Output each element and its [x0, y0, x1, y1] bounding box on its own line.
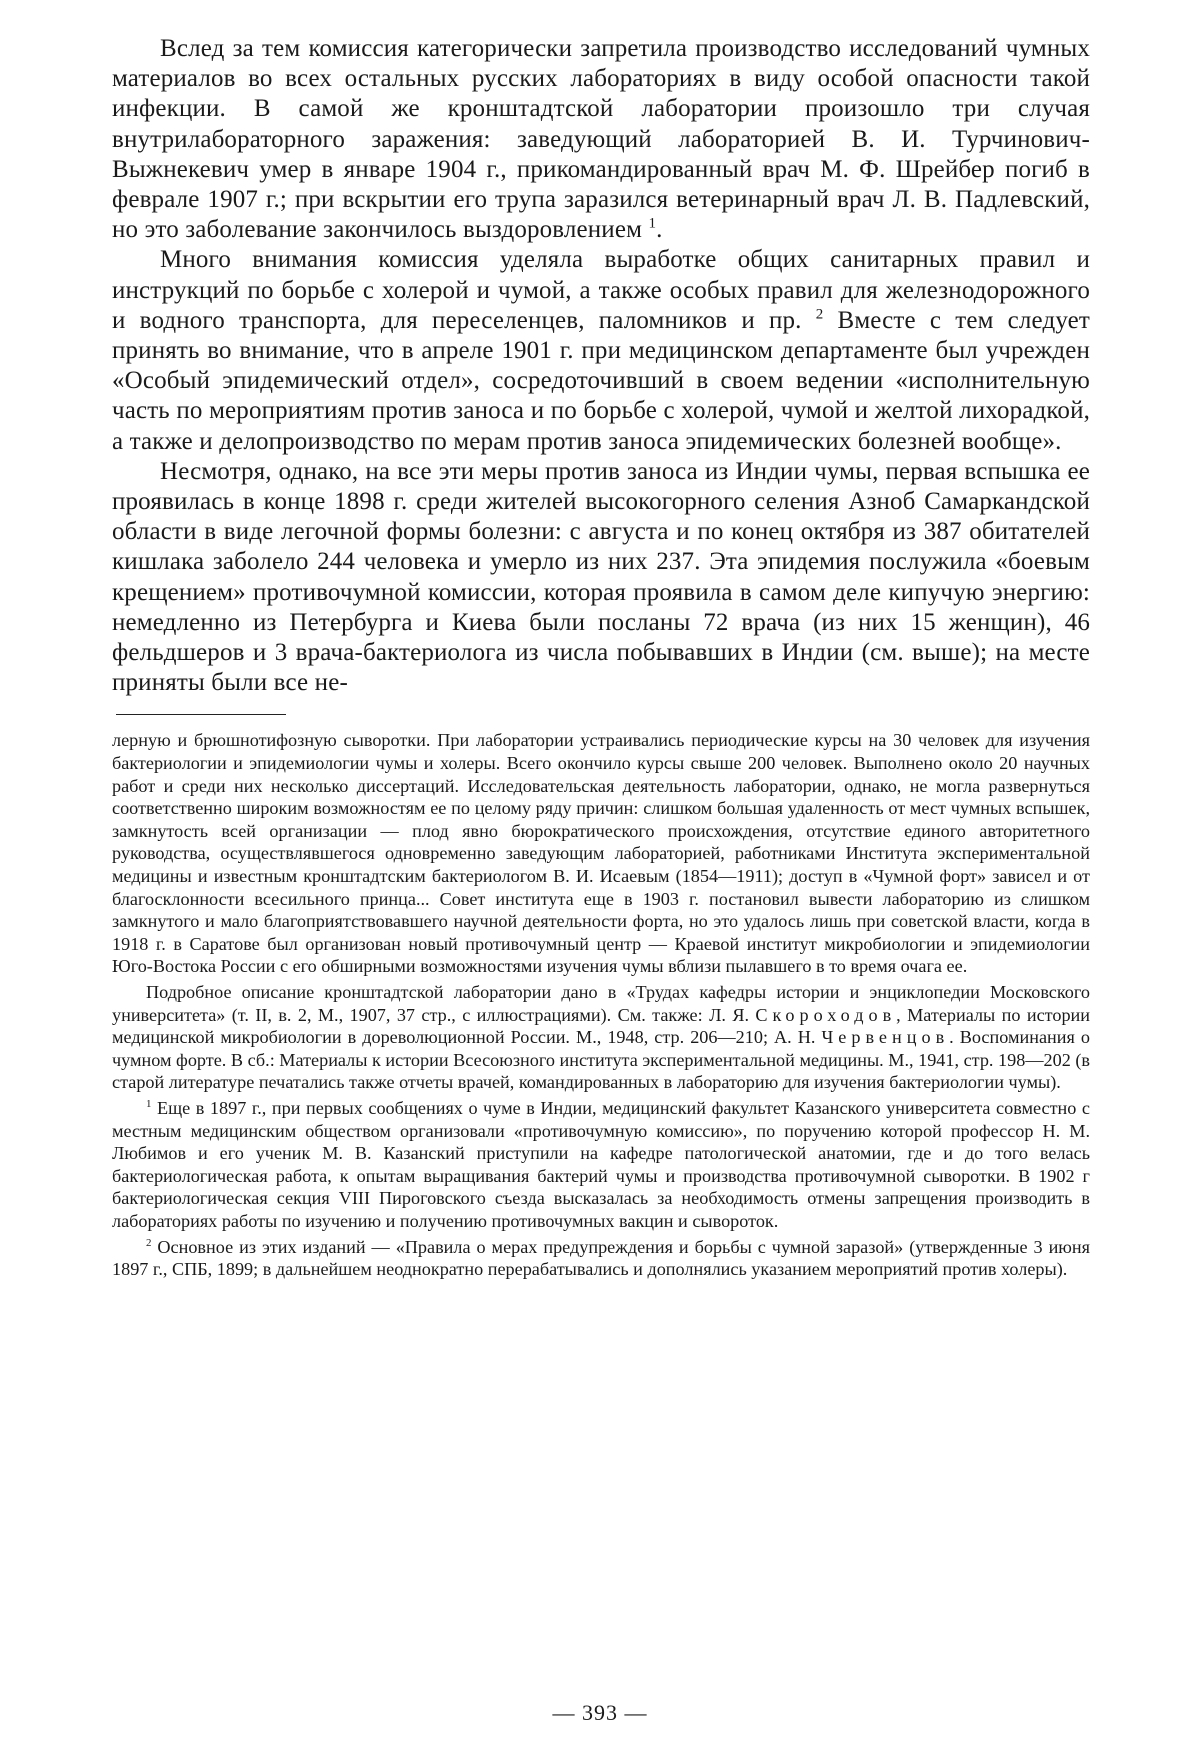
footnote-description	[112, 981, 1090, 1094]
footnote-2-text: Основное из этих изданий — «Правила о мерах предупреждения и борьбы с чумной заразой» (утвержденные 3 июня 1897 г., СПБ, 1899; в дальнейшем неоднократно перерабатывались и дополнялись указанием мероприятий против холеры).	[112, 1236, 1090, 1280]
footnote-description-c: . Воспоминания о чумном форте. В сб.: Материалы к истории Всесоюзного института экспериментальной медицины. М., 1941, стр. 198—202 (в старой литературе печатались также отчеты врачей, командированных в лабораторию для изучения бактериологии чумы).	[112, 1027, 1090, 1093]
footnote-divider	[116, 714, 286, 715]
page-number: — 393 —	[552, 1700, 648, 1725]
paragraph-1-end: .	[656, 216, 663, 244]
footnote-1	[112, 1097, 1090, 1233]
footnote-ref-1[interactable]: 1	[648, 215, 657, 232]
footnote-1-mark: 1	[146, 1097, 152, 1110]
paragraph-2-text-b: Вместе с тем следует принять во внимание, что в апреле 1901 г. при медицинском департаменте был учрежден «Особый эпидемический отдел», сосредоточивший в своем ведении «исполнительную часть по мероприятиям против заноса и по борьбе с холерой, чумой и желтой лихорадкой, а также и делопроизводство по мерам против заноса эпидемических болезней вообще».	[112, 306, 1090, 455]
footnote-ref-2[interactable]: 2	[815, 306, 824, 323]
footnote-2-mark: 2	[146, 1236, 152, 1249]
footnote-1-text: Еще в 1897 г., при первых сообщениях о чуме в Индии, медицинский факультет Казанского университета совместно с местным медицинским обществом организовали «противочумную комиссию», по поручению которой профессор Н. М. Любимов и его ученик М. В. Казанский приступили на кафедре патологической анатомии, где и до того велась бактериологическая работа, к опытам выращивания бактерий чумы и производства противочумной сыворотки. В 1902 г бактериологическая секция VIII Пироговского съезда высказалась за необходимость отмены запрещения производить в лабораториях работы по изучению и получению противочумных вакцин и сывороток.	[112, 1097, 1090, 1231]
paragraph-1-text: Вслед за тем комиссия категорически запретила производство исследований чумных материалов во всех остальных русских лабораториях в виду особой опасности такой инфекции. В самой же кронштадтской лаборатории произошло три случая внутрилабораторного заражения: заведующий лабораторией В. И. Турчинович-Выжнекевич умер в январе 1904 г., прикомандированный врач М. Ф. Шрейбер погиб в феврале 1907 г.; при вскрытии его трупа заразился ветеринарный врач Л. В. Падлевский, но это заболевание закончилось выздоровлением	[112, 35, 1090, 244]
author-cherventsov: Червенцов	[821, 1027, 950, 1048]
paragraph-3: Несмотря, однако, на все эти меры против заноса из Индии чумы, первая вспышка ее проявилась в конце 1898 г. среди жителей высокогорного селения Азноб Самаркандской области в виде легочной формы болезни: с августа и по конец октября из 387 обитателей кишлака заболело 244 человека и умерло из них 237. Эта эпидемия послужила «боевым крещением» противочумной комиссии, которая проявила в самом деле кипучую энергию: немедленно из Петербурга и Киева были посланы 72 врача (из них 15 женщин), 46 фельдшеров и 3 врача-бактериолога из числа побывавших в Индии (см. выше); на месте приняты были все не-	[112, 457, 1090, 697]
footnote-description-a: Подробное описание кронштадтской лаборатории дано в «Трудах кафедры истории и энциклопедии Московского университета» (т. II, в. 2, М., 1907, 37 стр., с иллюстрациями). См. также: Л. Я.	[112, 982, 1090, 1025]
paragraph-2-text-a: Много внимания комиссия уделяла выработке общих санитарных правил и инструкций по борьбе с холерой и чумой, а также особых правил для железнодорожного и водного транспорта, для переселенцев, паломников и пр.	[112, 246, 1090, 334]
main-text	[112, 34, 1090, 698]
footnotes	[112, 729, 1090, 1280]
author-skorokhodov: Скороходов	[755, 1004, 897, 1025]
footnote-2	[112, 1236, 1090, 1281]
paragraph-2	[112, 245, 1090, 456]
footnote-continuation: лерную и брюшнотифозную сыворотки. При лаборатории устраивались периодические курсы на 30 человек для изучения бактериологии и эпидемиологии чумы и холеры. Всего окончило курсы свыше 200 человек. Выполнено около 20 научных работ и среди них несколько диссертаций. Исследовательская деятельность лаборатории, однако, не могла развернуться соответственно широким возможностям ее по целому ряду причин: слишком большая удаленность от мест чумных вспышек, замкнутость всей организации — плод явно бюрократического происхождения, отсутствие единого авторитетного руководства, осуществлявшегося одновременно заведующим лабораторией, работниками Института экспериментальной медицины и известным кронштадтским бактериологом В. И. Исаевым (1854—1911); доступ в «Чумной форт» зависел и от благосклонности всесильного принца... Совет института еще в 1903 г. постановил вывести лабораторию из слишком замкнутого и мало благоприятствовавшего научной деятельности форта, но это удалось лишь при советской власти, когда в 1918 г. в Саратове был организован новый противочумный центр — Краевой институт микробиологии и эпидемиологии Юго-Востока России с его обширными возможностями изучения чумы вблизи пылавшего в то время очага ее.	[112, 730, 1090, 977]
footnote-description-b: , Материалы по истории медицинской микробиологии в дореволюционной России. М., 1948, стр. 206—210; А. Н.	[112, 1004, 1090, 1048]
paragraph-1	[112, 34, 1090, 245]
